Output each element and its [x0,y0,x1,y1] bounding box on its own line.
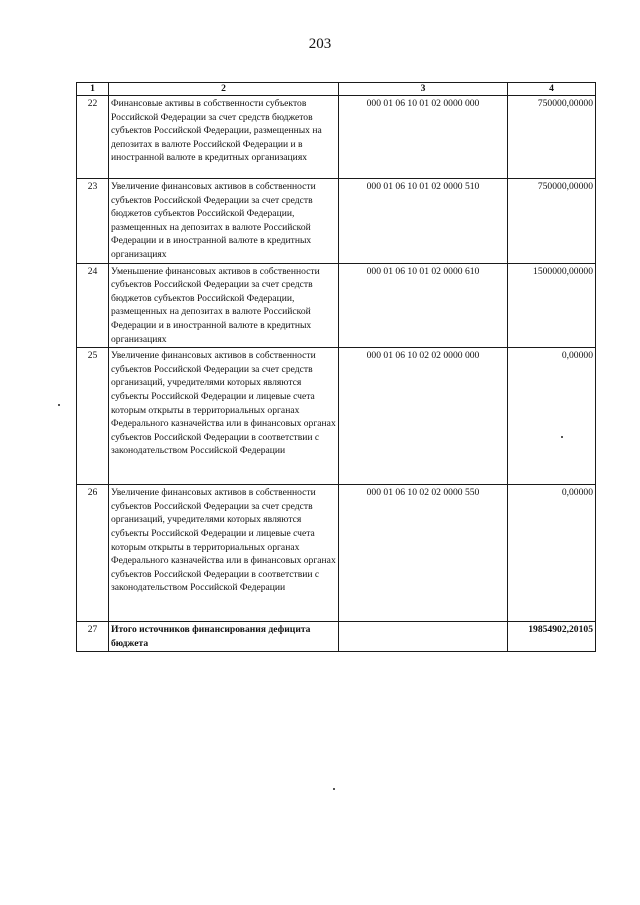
row-number: 24 [77,263,109,348]
table-row [77,179,596,264]
table-row-total [77,622,596,652]
table-row [77,263,596,348]
scan-speck [333,788,335,790]
row-code: 000 01 06 10 01 02 0000 610 [339,263,508,348]
scan-speck [561,436,563,438]
row-amount: 750000,00000 [508,96,596,179]
row-name: Финансовые активы в собственности субъектов Российской Федерации за счет средств бюджетов субъектов Российской Федерации, размещенных на депозитах в валюте Российской Федерации и в иностранной валюте в кредитных организациях [109,96,339,179]
row-name: Итого источников финансирования дефицита бюджета [109,622,339,652]
row-code: 000 01 06 10 02 02 0000 550 [339,485,508,622]
row-name: Увеличение финансовых активов в собственности субъектов Российской Федерации за счет средств организаций, учредителями которых являются субъекты Российской Федерации и лицевые счета которым открыты в территориальных органах Федерального казначейства или в финансовых органах субъектов Российской Федерации в соответствии с законодательством Российской Федерации [109,348,339,485]
row-name: Увеличение финансовых активов в собственности субъектов Российской Федерации за счет средств организаций, учредителями которых являются субъекты Российской Федерации и лицевые счета которым открыты в территориальных органах Федерального казначейства или в финансовых органах субъектов Российской Федерации в соответствии с законодательством Российской Федерации [109,485,339,622]
column-header-2: 2 [109,83,339,96]
column-header-1: 1 [77,83,109,96]
table-row [77,348,596,485]
row-number: 22 [77,96,109,179]
row-number: 27 [77,622,109,652]
column-header-4: 4 [508,83,596,96]
row-amount: 0,00000 [508,348,596,485]
table-row [77,485,596,622]
row-number: 25 [77,348,109,485]
row-code: 000 01 06 10 02 02 0000 000 [339,348,508,485]
row-amount: 19854902,20105 [508,622,596,652]
table-row [77,96,596,179]
row-code: 000 01 06 10 01 02 0000 000 [339,96,508,179]
row-name: Уменьшение финансовых активов в собственности субъектов Российской Федерации за счет средств бюджетов субъектов Российской Федерации, размещенных на депозитах в валюте Российской Федерации и в иностранной валюте в кредитных организациях [109,263,339,348]
row-name: Увеличение финансовых активов в собственности субъектов Российской Федерации за счет средств бюджетов субъектов Российской Федерации, размещенных на депозитах в валюте Российской Федерации и в иностранной валюте в кредитных организациях [109,179,339,264]
scan-speck [58,404,60,406]
row-amount: 750000,00000 [508,179,596,264]
financing-sources-table [76,82,596,652]
page-number: 203 [308,36,332,52]
row-number: 23 [77,179,109,264]
row-code [339,622,508,652]
row-amount: 1500000,00000 [508,263,596,348]
row-amount: 0,00000 [508,485,596,622]
row-code: 000 01 06 10 01 02 0000 510 [339,179,508,264]
table-header-row [77,83,596,96]
column-header-3: 3 [339,83,508,96]
row-number: 26 [77,485,109,622]
